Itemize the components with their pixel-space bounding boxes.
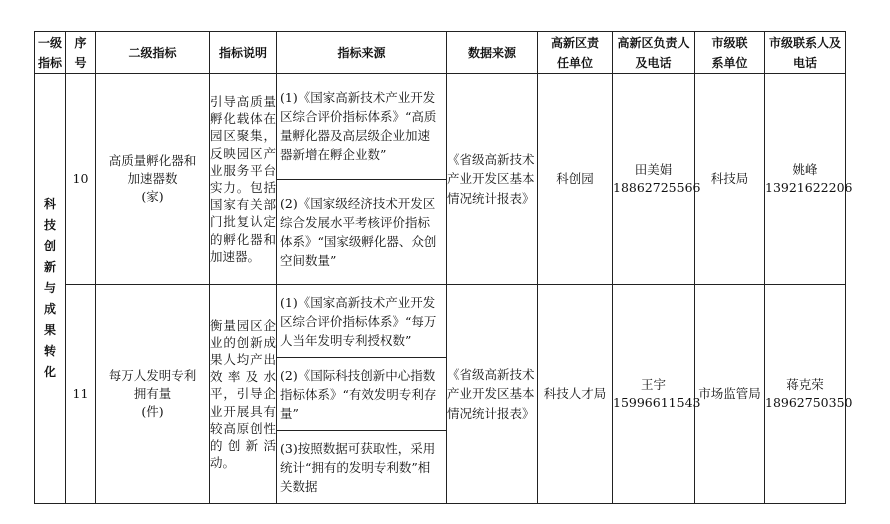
- zone-phone: 18862725566: [613, 180, 701, 195]
- secondary-indicator: [96, 285, 210, 504]
- secondary-indicator: [96, 74, 210, 285]
- indicator-sources: [277, 285, 447, 504]
- city-person: 蒋克荣: [786, 377, 824, 392]
- indicator-sources: [277, 74, 447, 285]
- indicator-name: 每万人发明专利拥有量: [108, 368, 197, 401]
- header-zone-contact: 高新区负责人及电话: [613, 32, 695, 74]
- table-row: [35, 74, 846, 285]
- header-index: 序号: [66, 32, 96, 74]
- header-category: 一级指标: [35, 32, 66, 74]
- indicator-table: [34, 31, 853, 504]
- source-item: (3)按照数据可获取性，采用统计“拥有的发明专利数”相关数据: [280, 440, 436, 494]
- zone-unit: 科技人才局: [538, 285, 613, 504]
- header-city-contact: 市级联系人及电话: [765, 32, 846, 74]
- row-index: 11: [66, 285, 96, 504]
- header-source: 指标来源: [277, 32, 447, 74]
- city-contact: [765, 74, 853, 285]
- source-item: (1)《国家高新技术产业开发区综合评价指标体系》“每万人当年发明专利授权数”: [277, 285, 446, 358]
- header-city-unit: 市级联系单位: [695, 32, 765, 74]
- data-source: 《省级高新技术产业开发区基本情况统计报表》: [447, 74, 538, 285]
- row-index: 10: [66, 74, 96, 285]
- indicator-description: 引导高质量孵化载体在园区聚集，反映园区产业服务平台实力。包括国家有关部门批复认定的孵化器和加速器。: [210, 74, 277, 285]
- category-cell: [35, 74, 66, 504]
- header-data-source: 数据来源: [447, 32, 538, 74]
- zone-contact: [613, 74, 701, 285]
- source-item: (2)《国际科技创新中心指数指标体系》“有效发明专利存量”: [277, 358, 446, 431]
- city-phone: 18962750350: [765, 395, 853, 410]
- zone-unit: 科创园: [538, 74, 613, 285]
- zone-phone: 15996611543: [613, 395, 701, 410]
- header-row: [35, 32, 846, 74]
- indicator-unit: (家): [141, 189, 164, 204]
- source-item: (1)《国家高新技术产业开发区综合评价指标体系》“高质量孵化器及高层级企业加速器新增在孵企业数”: [277, 74, 446, 180]
- city-contact: [765, 285, 853, 504]
- city-unit: 市场监管局: [695, 285, 765, 504]
- header-secondary: 二级指标: [96, 32, 210, 74]
- zone-person: 王宇: [640, 377, 666, 392]
- header-zone-unit: 高新区责任单位: [538, 32, 613, 74]
- city-person: 姚峰: [792, 162, 818, 177]
- city-phone: 13921622206: [765, 180, 853, 195]
- zone-person: 田美娟: [634, 162, 673, 177]
- category-label: 科技创新与成果转化: [43, 197, 56, 379]
- data-source: 《省级高新技术产业开发区基本情况统计报表》: [447, 285, 538, 504]
- indicator-description: 衡量园区企业的创新成果人均产出效率及水平，引导企业开展具有较高原创性的创新活动。: [210, 285, 277, 504]
- table-row: [35, 285, 846, 504]
- indicator-name: 高质量孵化器和加速器数: [108, 153, 197, 186]
- zone-contact: [613, 285, 701, 504]
- header-description: 指标说明: [210, 32, 277, 74]
- indicator-unit: (件): [141, 404, 164, 419]
- source-item: (2)《国家级经济技术开发区综合发展水平考核评价指标体系》“国家级孵化器、众创空间数量”: [280, 195, 437, 268]
- city-unit: 科技局: [695, 74, 765, 285]
